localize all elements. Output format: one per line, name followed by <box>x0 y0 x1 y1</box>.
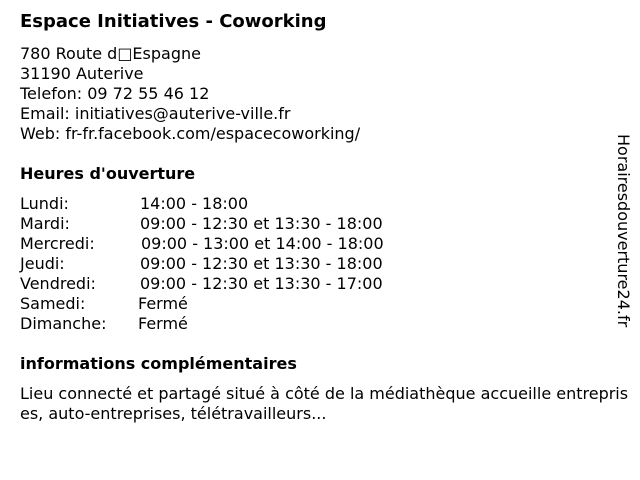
day-label: Lundi: <box>20 194 69 213</box>
day-label: Samedi: <box>20 294 86 313</box>
site-watermark: Horairesdouverture24.fr <box>614 134 633 328</box>
day-label: Mercredi: <box>20 234 95 253</box>
web-line: Web: fr-fr.facebook.com/espacecoworking/ <box>20 124 361 143</box>
hours-value: Fermé <box>138 314 188 333</box>
hours-heading: Heures d'ouverture <box>20 164 196 183</box>
info-heading: informations complémentaires <box>20 354 297 373</box>
day-label: Vendredi: <box>20 274 96 293</box>
phone-line: Telefon: 09 72 55 46 12 <box>20 84 210 103</box>
day-label: Mardi: <box>20 214 70 233</box>
hours-value: 09:00 - 13:00 et 14:00 - 18:00 <box>141 234 384 253</box>
contact-block <box>20 44 360 144</box>
hours-value: Fermé <box>138 294 188 313</box>
hours-value: 09:00 - 12:30 et 13:30 - 18:00 <box>140 214 383 233</box>
address-city: 31190 Auterive <box>20 64 144 83</box>
business-name: Espace Initiatives - Coworking <box>20 11 327 32</box>
info-description: Lieu connecté et partagé situé à côté de la médiathèque accueille entreprises, auto-entreprises, télétravailleurs... <box>20 384 629 423</box>
hours-value: 14:00 - 18:00 <box>140 194 249 213</box>
day-label: Jeudi: <box>20 254 65 273</box>
hours-value: 09:00 - 12:30 et 13:30 - 17:00 <box>140 274 383 293</box>
email-line: Email: initiatives@auterive-ville.fr <box>20 104 291 123</box>
day-label: Dimanche: <box>20 314 107 333</box>
hours-value: 09:00 - 12:30 et 13:30 - 18:00 <box>140 254 383 273</box>
address-street: 780 Route d□Espagne <box>20 44 201 63</box>
